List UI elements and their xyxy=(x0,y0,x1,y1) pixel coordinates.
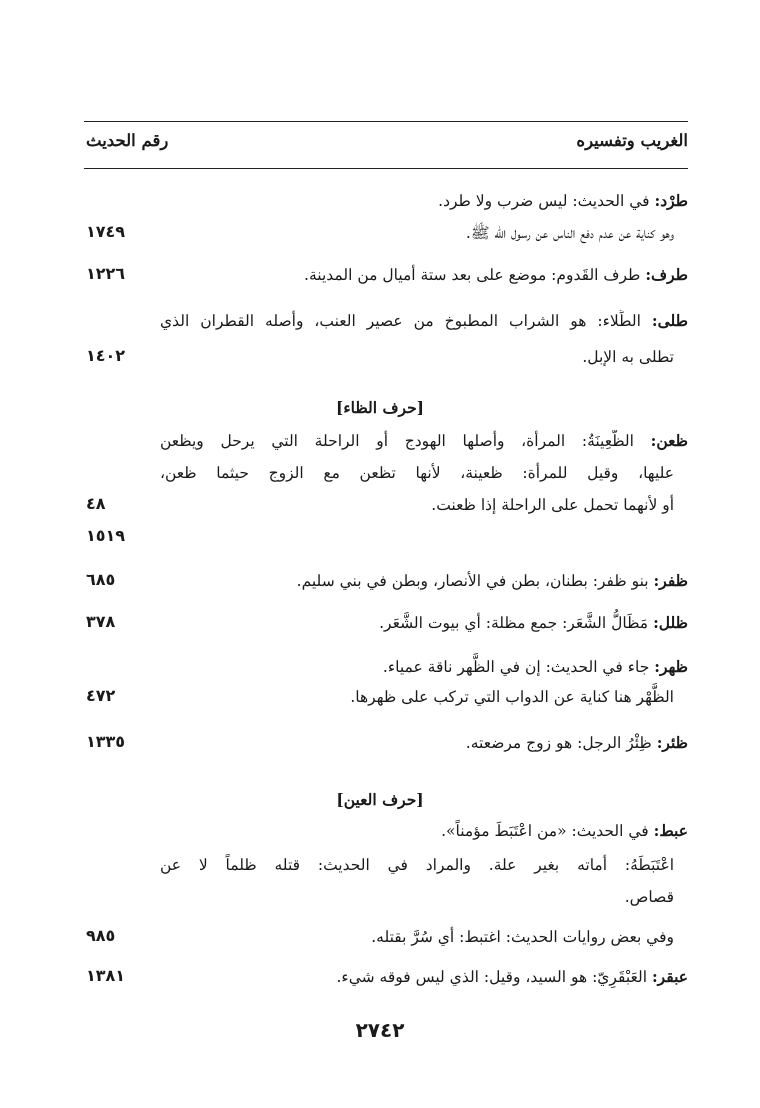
entry-abt-line3: قصاص. xyxy=(624,888,674,906)
hadith-number: ٣٧٨ xyxy=(86,612,116,631)
entry-root: ظفر: xyxy=(653,571,688,590)
entry-root: ظلل: xyxy=(653,613,688,632)
section-heading-zaa: [حرف الظاء] xyxy=(335,398,425,417)
entry-zfr-line1 xyxy=(297,570,688,594)
entry-tly-line2: تطلى به الإبل. xyxy=(582,348,674,366)
hadith-number: ١٧٤٩ xyxy=(86,222,126,241)
entry-root: ظهر: xyxy=(654,657,688,676)
entry-root: عبط: xyxy=(653,821,688,840)
entry-root: ظعن: xyxy=(650,431,688,450)
entry-text: بنو ظفر: بطنان، بطن في الأنصار، وبطن في بني سليم. xyxy=(296,572,649,590)
header-bottom-rule xyxy=(84,168,688,169)
entry-root: ظئر: xyxy=(656,733,688,752)
entry-text: الظَّعِينَةُ: المرأة، وأصلها الهودج أو الراحلة التي يرحل ويظعن xyxy=(160,432,634,450)
header-title: الغريب وتفسيره xyxy=(576,131,688,150)
entry-abt-line2: اعْتَبَطَهُ: أماته بغير علة. والمراد في الحديث: قتله ظلماً لا عن xyxy=(160,856,674,874)
entry-root: طرف: xyxy=(645,265,688,284)
entry-zar-line1 xyxy=(466,732,688,756)
entry-text: في الحديث: «من اعْتَبَطَ مؤمناً». xyxy=(441,822,649,840)
entry-trf-line1 xyxy=(304,264,688,288)
entry-text: العَبْقَرِيّ: هو السيد، وقيل: الذي ليس فوقه شيء. xyxy=(336,968,648,986)
header-hadith-number-label: رقم الحديث xyxy=(86,131,169,150)
entry-zan-line1 xyxy=(160,430,688,454)
entry-tly-line1 xyxy=(160,310,688,334)
hadith-number: ٦٨٥ xyxy=(86,570,116,589)
entry-text: طرف القَدوم: موضع على بعد ستة أميال من المدينة. xyxy=(304,266,641,284)
entry-text: الطِّلاء: هو الشراب المطبوخ من عصير العنب، وأصله القطران الذي xyxy=(160,312,641,330)
entry-abq-line1 xyxy=(336,966,688,990)
entry-zan-line3: أو لأنهما تحمل على الراحلة إذا ظعنت. xyxy=(431,496,674,514)
entry-abt-line1 xyxy=(441,820,688,844)
section-heading-ayn: [حرف العين] xyxy=(336,790,424,809)
entry-zhr-line1 xyxy=(383,656,688,680)
hadith-number: ٩٨٥ xyxy=(86,926,116,945)
header-top-rule xyxy=(84,121,688,122)
entry-abt-line4: وفي بعض روايات الحديث: اغتبط: أي سُرَّ بقتله. xyxy=(371,928,674,946)
entry-trd-line2: وهو كناية عن عدم دفع الناس عن رسول الله ﷺ. xyxy=(465,224,674,242)
entry-root: عبقر: xyxy=(651,967,688,986)
hadith-number: ١٤٠٢ xyxy=(86,346,126,365)
hadith-number: ٤٧٢ xyxy=(86,686,116,705)
hadith-number: ٤٨ xyxy=(86,494,106,513)
entry-zll-line1 xyxy=(379,612,688,636)
page-number: ٢٧٤٢ xyxy=(355,1018,405,1042)
entry-trd-line1 xyxy=(438,190,688,214)
hadith-number: ١٣٨١ xyxy=(86,966,126,985)
entry-text: جاء في الحديث: إن في الظَّهر ناقة عمياء. xyxy=(382,658,650,676)
hadith-number: ١٣٣٥ xyxy=(86,732,126,751)
entry-text: مَظَالُّ الشَّعَر: جمع مظلة: أي بيوت الشَّعَر. xyxy=(379,614,649,632)
hadith-number: ١٢٢٦ xyxy=(86,264,126,283)
entry-root: طلى: xyxy=(651,311,688,330)
entry-text: ظِئْرُ الرجل: هو زوج مرضعته. xyxy=(465,734,652,752)
entry-root: طرْد: xyxy=(654,191,688,210)
entry-text: في الحديث: ليس ضرب ولا طرد. xyxy=(438,192,650,210)
hadith-number: ١٥١٩ xyxy=(86,526,126,545)
entry-zhr-line2: الظَّهْر هنا كناية عن الدواب التي تركب على ظهرها. xyxy=(350,688,674,706)
entry-zan-line2: عليها، وقيل للمرأة: ظعينة، لأنها تظعن مع الزوج حيثما ظعن، xyxy=(160,464,674,482)
